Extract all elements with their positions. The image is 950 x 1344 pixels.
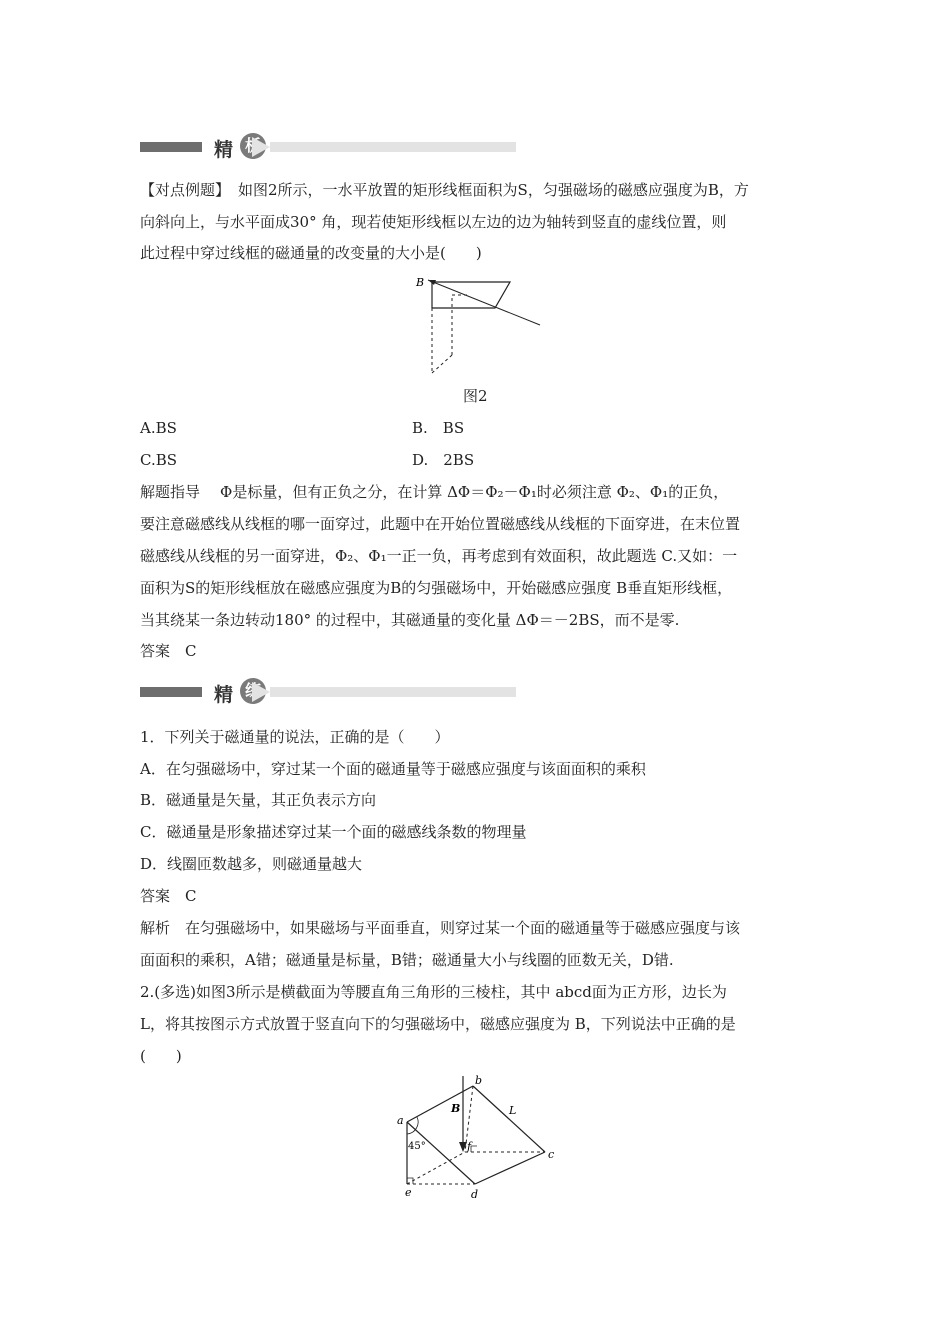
section-header-analysis xyxy=(140,133,516,161)
field-line-B xyxy=(428,280,540,325)
q1-analysis-line-1: 解析 在匀强磁场中，如果磁场与平面垂直，则穿过某一个面的磁通量等于磁感应强度与该 xyxy=(140,919,741,937)
label-b: b xyxy=(475,1074,483,1087)
label-B: B xyxy=(416,276,425,289)
label-B: B xyxy=(451,1102,461,1115)
label-a: a xyxy=(397,1114,404,1127)
q2-line-3: ( ) xyxy=(140,1047,182,1065)
hint-line-3: 磁感线从线框的另一面穿进，Φ₂、Φ₁一正一负，再考虑到有效面积，故此题选 C.又如：一 xyxy=(140,547,738,565)
example-line-2: 向斜向上，与水平面成30° 角，现若使矩形线框以左边的边为轴转到竖直的虚线位置，则 xyxy=(140,213,727,231)
q1-option-c: C．磁通量是形象描述穿过某一个面的磁感线条数的物理量 xyxy=(140,823,527,841)
label-angle: 45° xyxy=(408,1141,426,1152)
hint-line-2: 要注意磁感线从线框的哪一面穿过，此题中在开始位置磁感线从线框的下面穿进，在末位置 xyxy=(140,515,741,533)
q1-analysis-line-2: 面面积的乘积，A错；磁通量是标量，B错；磁通量大小与线圈的匝数无关，D错. xyxy=(140,951,674,969)
label-L: L xyxy=(509,1104,517,1117)
header-bar-dark xyxy=(140,687,202,697)
figure-3 xyxy=(395,1072,565,1207)
header-char: 精 xyxy=(214,139,234,161)
label-d: d xyxy=(471,1188,479,1201)
option-d: D. 2BS xyxy=(412,451,475,469)
hint-line-4: 面积为S的矩形线框放在磁感应强度为B的匀强磁场中，开始磁感应强度 B垂直矩形线框， xyxy=(140,579,733,597)
option-c: C.BS xyxy=(140,451,178,469)
label-f: f xyxy=(467,1140,472,1153)
q1-stem: 1．下列关于磁通量的说法，正确的是（ ） xyxy=(140,728,450,746)
hint-label: 解题指导 xyxy=(140,483,201,501)
example-line-3: 此过程中穿过线框的磁通量的改变量的大小是( ) xyxy=(140,244,482,262)
header-arrow xyxy=(252,137,270,157)
header-bar-light xyxy=(270,687,516,697)
q1-option-d: D．线圈匝数越多，则磁通量越大 xyxy=(140,855,363,873)
q2-line-1: 2.(多选)如图3所示是横截面为等腰直角三角形的三棱柱，其中 abcd面为正方形，边长为 xyxy=(140,983,727,1001)
option-a: A.BS xyxy=(140,419,177,437)
hint-line-1: 解题指导 Φ是标量，但有正负之分，在计算 ΔΦ＝Φ₂－Φ₁时必须注意 Φ₂、Φ₁的正负， xyxy=(140,483,729,501)
label-e: e xyxy=(405,1186,412,1199)
figure-2 xyxy=(410,270,555,380)
hint-line-5: 当其绕某一条边转动180° 的过程中，其磁通量的变化量 ΔΦ＝－2BS，而不是零. xyxy=(140,611,680,629)
q1-option-a: A．在匀强磁场中，穿过某一个面的磁通量等于磁感应强度与该面面积的乘积 xyxy=(140,760,646,778)
header-arrow xyxy=(252,682,270,702)
figure-2-caption: 图2 xyxy=(463,387,488,405)
example-tag: 【对点例题】 xyxy=(140,181,231,199)
header-badge: 析 xyxy=(240,133,266,159)
header-char: 精 xyxy=(214,684,234,706)
header-badge: 练 xyxy=(240,678,266,704)
label-c: c xyxy=(548,1148,555,1161)
example-line-1: 【对点例题】 如图2所示，一水平放置的矩形线框面积为S，匀强磁场的磁感应强度为B，方 xyxy=(140,181,749,199)
q2-line-2: L，将其按图示方式放置于竖直向下的匀强磁场中，磁感应强度为 B，下列说法中正确的是 xyxy=(140,1015,736,1033)
header-bar-dark xyxy=(140,142,202,152)
q1-answer: 答案 C xyxy=(140,887,197,905)
edge-cd xyxy=(475,1152,545,1184)
example-answer: 答案 C xyxy=(140,642,197,660)
q1-option-b: B．磁通量是矢量，其正负表示方向 xyxy=(140,791,377,809)
option-b: B. BS xyxy=(412,419,465,437)
edge-bc xyxy=(473,1086,545,1152)
edge-da xyxy=(407,1122,475,1184)
section-header-practice xyxy=(140,678,516,706)
header-bar-light xyxy=(270,142,516,152)
